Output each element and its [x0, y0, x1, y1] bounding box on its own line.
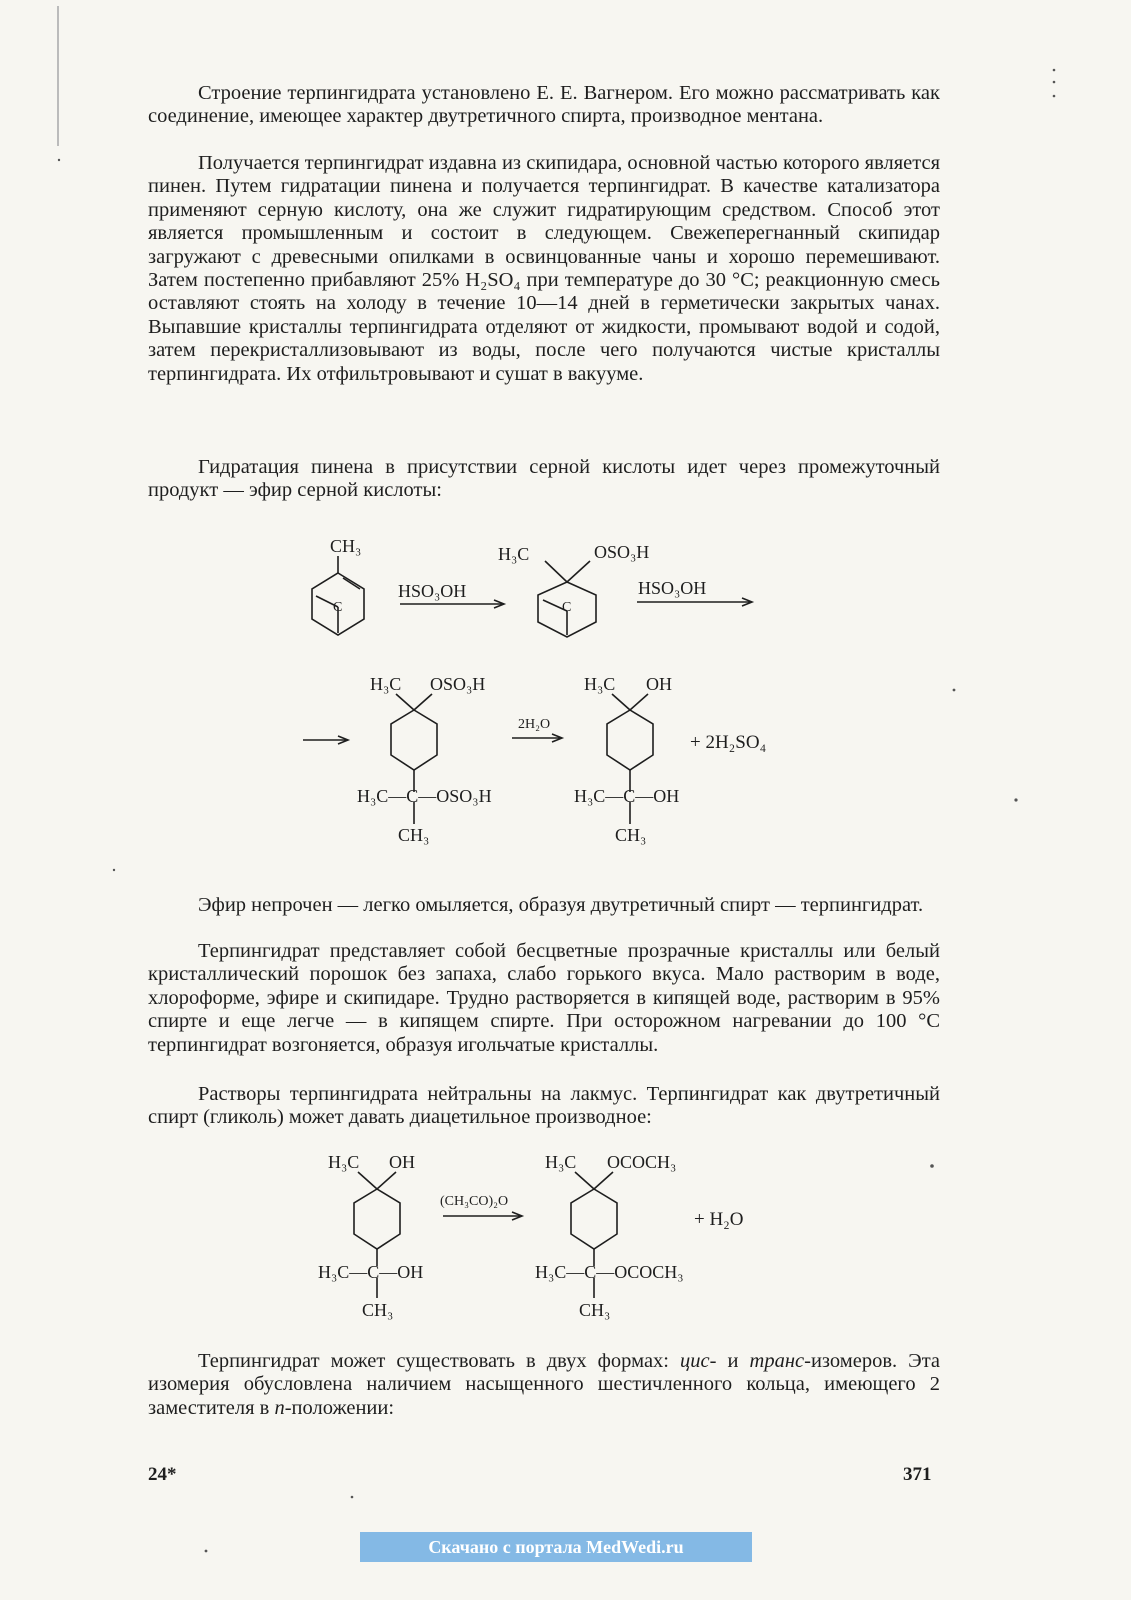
- isopropyl-oh: H₃C—C—OH: [574, 786, 680, 806]
- watermark-banner[interactable]: Скачано с портала MedWedi.ru: [360, 1532, 752, 1562]
- ch3-label: CH₃: [330, 536, 362, 556]
- signature-mark: 24*: [148, 1464, 177, 1485]
- byproduct-water: + H₂O: [694, 1209, 744, 1230]
- bridge-c-label: C: [333, 600, 343, 615]
- bridge-c-label-2: C: [562, 600, 572, 615]
- isopropyl-ococh3: H₃C—C—OCOCH₃: [535, 1262, 684, 1282]
- ch3-bottom-left-3: CH₃: [362, 1300, 394, 1320]
- paragraph-7: Терпингидрат может существовать в двух формах: цис- и транс-изомеров. Эта изомерия обусловлена наличием насыщенного шестичленного кольца, имеющего 2 заместителя в п-положении:: [148, 1350, 941, 1419]
- h3c-top-right: H₃C: [584, 674, 616, 694]
- paragraph-5: Терпингидрат представляет собой бесцветные прозрачные кристаллы или белый кристаллический порошок без запаха, слабо горького вкуса. Мало растворим в воде, хлороформе, эфире и скипидаре. Трудно растворяется в кипящей воде, растворим в 95% спирте и еще легче — в кипящем спирте. При осторожном нагревании до 100 °С терпингидрат возгоняется, образуя игольчатые кристаллы.: [148, 940, 940, 1056]
- oso3h-label: OSO₃H: [594, 542, 650, 562]
- h3c-top-right-3: H₃C: [545, 1152, 577, 1172]
- paragraph-2: Получается терпингидрат издавна из скипидара, основной частью которого является пинен. Путем гидратации пинена и получается терпингидрат. В качестве катализатора применяют серную кислоту, она же служит гидратирующим средством. Способ этот является промышленным и состоит в следующем. Свежеперегнанный скипидар загружают с древесными опилками в освинцованные чаны и хорошо перемешивают. Затем постепенно прибавляют 25% H₂SO₄ при температуре до 30 °С; реакционную смесь оставляют стоять на холоду в течение 10—14 дней в герметически закрытых чанах. Выпавшие кристаллы терпингидрата отделяют от жидкости, промывают водой и содой, затем перекристаллизовывают из воды, после чего получаются чистые кристаллы терпингидрата. Их отфильтровывают и сушат в вакууме.: [148, 152, 940, 385]
- byproduct-h2so4: + 2H₂SO₄: [690, 732, 767, 753]
- reagent-acetic-anhydride: (CH₃CO)₂O: [440, 1194, 509, 1209]
- ococh3-top-right: OCOCH₃: [607, 1152, 677, 1172]
- isopropyl-oh-3: H₃C—C—OH: [318, 1262, 424, 1282]
- h3c-label: H₃C: [498, 544, 530, 564]
- h3c-top-left-3: H₃C: [328, 1152, 360, 1172]
- ch3-bottom-left: CH₃: [398, 825, 430, 845]
- oh-top-right: OH: [646, 674, 672, 694]
- paragraph-1: Строение терпингидрата установлено Е. Е. Вагнером. Его можно рассматривать как соединение, имеющее характер двутретичного спирта, производное ментана.: [148, 82, 940, 128]
- h3c-top-left: H₃C: [370, 674, 402, 694]
- reagent-hso3oh-1: HSO₃OH: [398, 581, 467, 601]
- reagent-2h2o: 2H₂O: [518, 717, 551, 732]
- paragraph-4: Эфир непрочен — легко омыляется, образуя двутретичный спирт — терпингидрат.: [198, 894, 924, 916]
- page-number: 371: [903, 1464, 932, 1485]
- paragraph-6: Растворы терпингидрата нейтральны на лакмус. Терпингидрат как двутретичный спирт (гликоль) может давать диацетильное производное:: [148, 1083, 940, 1129]
- ch3-bottom-right: CH₃: [615, 825, 647, 845]
- oh-top-left-3: OH: [389, 1152, 415, 1172]
- isopropyl-oso3h: H₃C—C—OSO₃H: [357, 786, 492, 806]
- paragraph-3: Гидратация пинена в присутствии серной кислоты идет через промежуточный продукт — эфир серной кислоты:: [148, 456, 940, 502]
- reagent-hso3oh-2: HSO₃OH: [638, 578, 707, 598]
- ch3-bottom-right-3: CH₃: [579, 1300, 611, 1320]
- oso3h-top-left: OSO₃H: [430, 674, 486, 694]
